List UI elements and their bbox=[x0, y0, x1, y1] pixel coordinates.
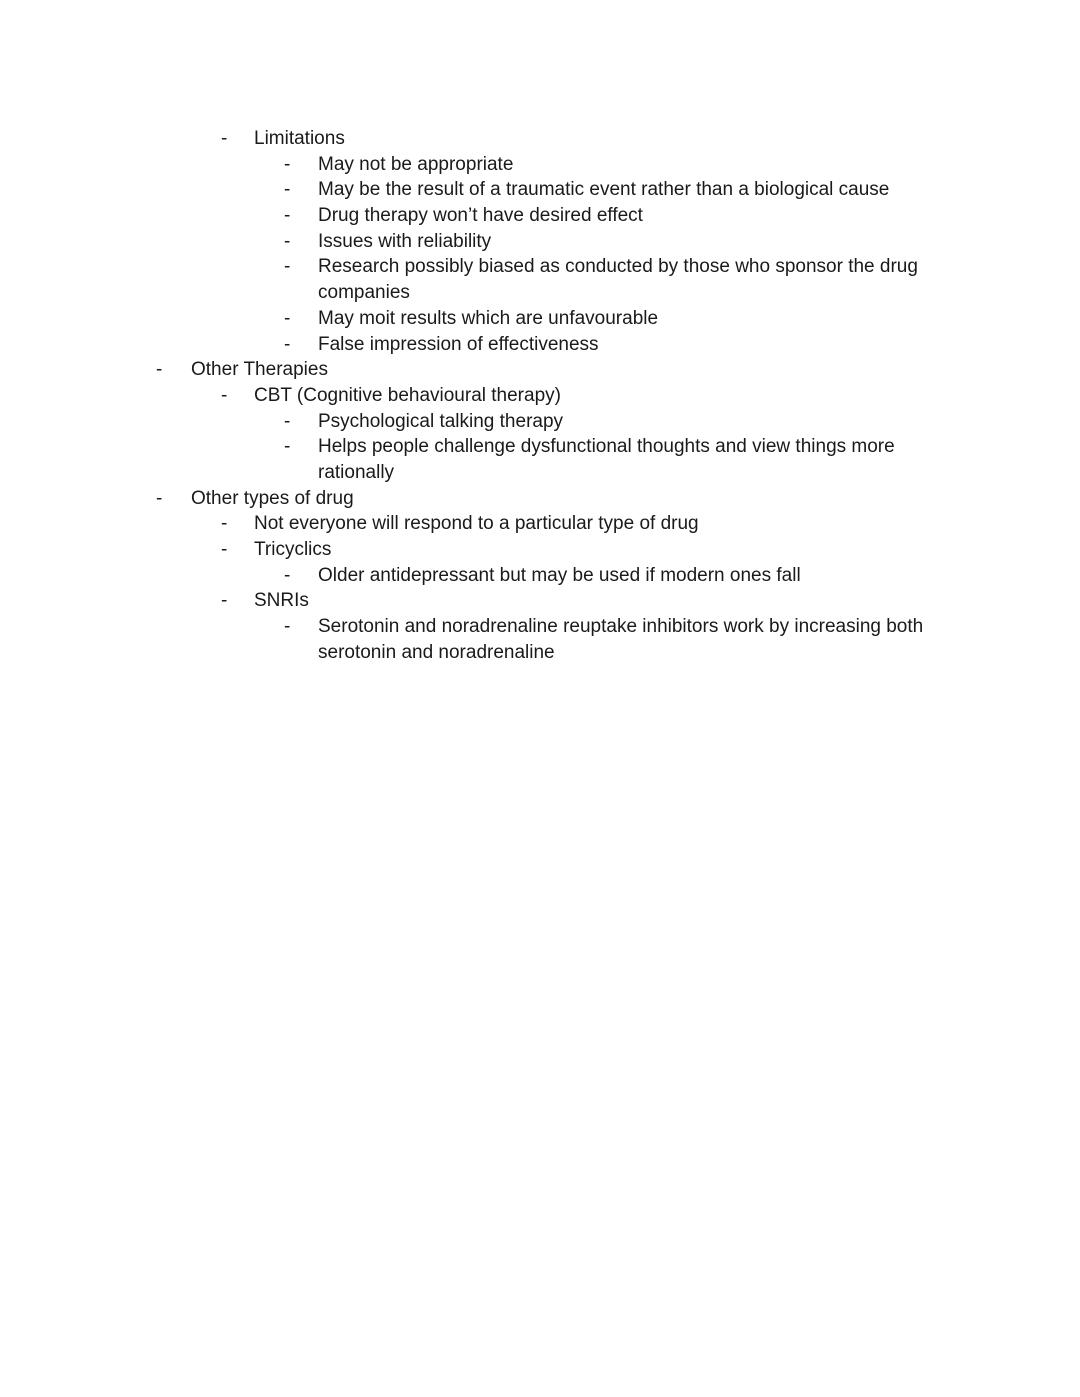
line-text: Research possibly biased as conducted by those who sponsor the drug bbox=[318, 256, 918, 278]
bullet-dash: - bbox=[284, 307, 291, 329]
outline-line bbox=[0, 640, 1080, 666]
line-text: Serotonin and noradrenaline reuptake inhibitors work by increasing both bbox=[318, 616, 924, 638]
outline-line bbox=[0, 152, 1080, 178]
line-text: CBT (Cognitive behavioural therapy) bbox=[254, 384, 561, 406]
outline-line bbox=[0, 486, 1080, 512]
bullet-dash: - bbox=[284, 616, 291, 638]
outline-line bbox=[0, 588, 1080, 614]
outline-line bbox=[0, 177, 1080, 203]
outline-line bbox=[0, 229, 1080, 255]
line-text: Limitations bbox=[254, 128, 345, 149]
line-text: Older antidepressant but may be used if modern ones fall bbox=[318, 564, 801, 586]
bullet-dash: - bbox=[284, 410, 291, 432]
bullet-dash: - bbox=[221, 539, 228, 560]
outline-line bbox=[0, 563, 1080, 589]
outline-line bbox=[0, 203, 1080, 229]
bullet-dash: - bbox=[284, 436, 291, 458]
bullet-dash: - bbox=[221, 513, 228, 535]
outline-line bbox=[0, 383, 1080, 409]
bullet-dash: - bbox=[284, 564, 291, 586]
outline-line bbox=[0, 126, 1080, 152]
line-text: Helps people challenge dysfunctional thoughts and view things more bbox=[318, 436, 895, 458]
line-text: Tricyclics bbox=[254, 539, 332, 560]
line-text: False impression of effectiveness bbox=[318, 333, 599, 355]
outline-line bbox=[0, 614, 1080, 640]
line-text: rationally bbox=[318, 461, 395, 483]
line-text: Psychological talking therapy bbox=[318, 410, 564, 432]
line-text: May be the result of a traumatic event rather than a biological cause bbox=[318, 179, 890, 201]
line-text: May moit results which are unfavourable bbox=[318, 307, 659, 329]
bullet-dash: - bbox=[221, 384, 228, 406]
outline-line bbox=[0, 306, 1080, 332]
bullet-dash: - bbox=[284, 153, 291, 175]
line-text: Drug therapy won’t have desired effect bbox=[318, 205, 643, 227]
outline-line bbox=[0, 434, 1080, 460]
bullet-dash: - bbox=[221, 590, 228, 612]
bullet-dash: - bbox=[284, 333, 291, 355]
line-text: Issues with reliability bbox=[318, 230, 492, 252]
outline-line bbox=[0, 280, 1080, 306]
outline-line bbox=[0, 537, 1080, 563]
bullet-dash: - bbox=[284, 230, 291, 252]
bullet-dash: - bbox=[156, 487, 163, 509]
outline-line bbox=[0, 357, 1080, 383]
outline-line bbox=[0, 460, 1080, 486]
line-text: Other types of drug bbox=[191, 487, 354, 509]
bullet-dash: - bbox=[221, 128, 228, 149]
bullet-outline bbox=[0, 126, 1080, 665]
line-text: companies bbox=[318, 282, 410, 304]
line-text: Not everyone will respond to a particular type of drug bbox=[254, 513, 699, 535]
line-text: Other Therapies bbox=[191, 359, 328, 381]
line-text: SNRIs bbox=[254, 590, 309, 612]
bullet-dash: - bbox=[284, 205, 291, 227]
bullet-dash: - bbox=[156, 359, 163, 381]
line-text: serotonin and noradrenaline bbox=[318, 641, 555, 663]
outline-line bbox=[0, 409, 1080, 435]
outline-line bbox=[0, 332, 1080, 358]
bullet-dash: - bbox=[284, 179, 291, 201]
outline-line bbox=[0, 511, 1080, 537]
outline-line bbox=[0, 254, 1080, 280]
line-text: May not be appropriate bbox=[318, 153, 514, 175]
bullet-dash: - bbox=[284, 256, 291, 278]
